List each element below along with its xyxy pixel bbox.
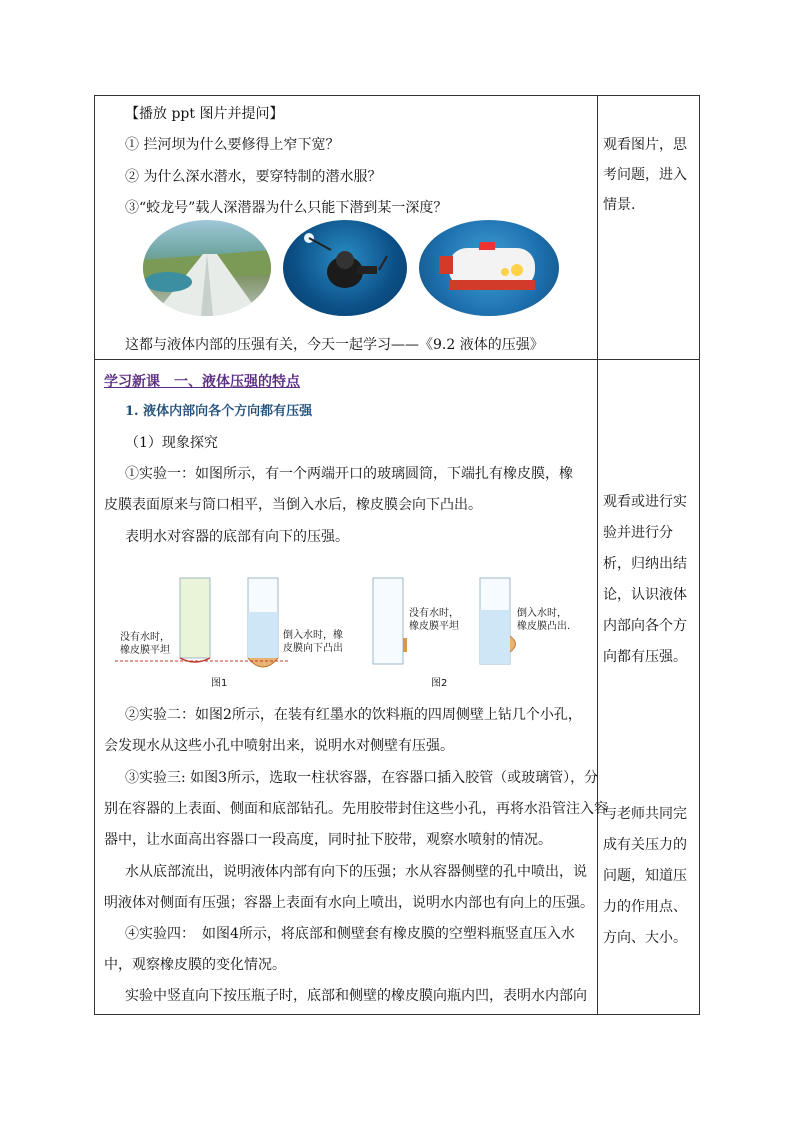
fig1-label-right-1: 倒入水时，橡 [283, 630, 343, 641]
figure-2 [365, 574, 585, 690]
side2-line: 力的作用点、 [603, 899, 687, 915]
student-activity-1-text: 观看图片，思考问题，进入情景. [603, 137, 687, 213]
fig2-label-left-1: 没有水时， [409, 608, 459, 619]
intro-conclusion: 这都与液体内部的压强有关，今天一起学习——《9.2 液体的压强》 [125, 337, 544, 353]
figure-1 [115, 574, 355, 690]
question-1: ① 拦河坝为什么要修得上窄下宽？ [125, 137, 340, 153]
fig2-label-right-2: 橡皮膜凸出. [517, 621, 571, 632]
side2-line: 成有关压力的 [603, 837, 687, 853]
fig1-caption: 图1 [211, 678, 228, 689]
exp4-line1: ④实验四： 如图4所示，将底部和侧壁套有橡皮膜的空塑料瓶竖直压入水 [125, 926, 575, 942]
side1-line: 论，认识液体 [603, 587, 687, 603]
side2-line: 与老师共同完 [603, 806, 687, 822]
side2-line: 问题，知道压 [603, 868, 687, 884]
exp2-line2: 会发现水从这些小孔中喷射出来，说明水对侧壁有压强。 [104, 738, 454, 754]
student-activity-1 [603, 130, 695, 220]
lesson-table [94, 95, 700, 1015]
phenomenon-heading: （1）现象探究 [125, 435, 218, 451]
side1-line: 验并进行分 [603, 525, 673, 541]
side2-line: 方向、大小。 [603, 930, 687, 946]
submersible-image [419, 220, 559, 316]
subsection-title: 1. 液体内部向各个方向都有压强 [125, 404, 313, 419]
fig2-label-right-1: 倒入水时， [517, 608, 567, 619]
fig2-caption: 图2 [431, 678, 448, 689]
exp3-line3: 器中，让水面高出容器口一段高度，同时扯下胶带，观察水喷射的情况。 [104, 832, 552, 848]
dam-image [143, 220, 271, 316]
fig1-label-left-1: 没有水时， [120, 632, 170, 643]
diver-image [283, 220, 407, 316]
side1-line: 观看或进行实 [603, 494, 687, 510]
exp3-result1: 水从底部流出，说明液体内部有向下的压强；水从容器侧壁的孔中喷出，说 [125, 864, 587, 880]
row1-heading: 【播放 ppt 图片并提问】 [125, 106, 284, 122]
question-3: ③“蛟龙号”载人深潜器为什么只能下潜到某一深度？ [125, 200, 448, 216]
exp2-line1: ②实验二：如图2所示，在装有红墨水的饮料瓶的四周侧壁上钻几个小孔， [125, 707, 582, 723]
student-activity-3 [603, 799, 695, 954]
exp3-result2: 明液体对侧面有压强；容器上表面有水向上喷出，说明水内部也有向上的压强。 [104, 895, 594, 911]
section-title: 学习新课 一、液体压强的特点 [104, 374, 300, 390]
exp4-line2: 中，观察橡皮膜的变化情况。 [104, 957, 286, 973]
exp3-line1: ③实验三: 如图3所示，选取一柱状容器，在容器口插入胶管（或玻璃管），分 [125, 770, 599, 786]
fig1-label-left-2: 橡皮膜平坦 [120, 645, 170, 656]
exp1-line1: ①实验一：如图所示，有一个两端开口的玻璃圆筒，下端扎有橡皮膜，橡 [125, 466, 573, 482]
side1-line: 向都有压强。 [603, 649, 687, 665]
question-2: ② 为什么深水潜水，要穿特制的潜水服？ [125, 169, 382, 185]
student-activity-2 [603, 487, 695, 673]
column-divider [597, 96, 598, 1014]
exp3-line2: 别在容器的上表面、侧面和底部钻孔。先用胶带封住这些小孔，再将水沿管注入容 [104, 801, 608, 817]
side1-line: 内部向各个方 [603, 618, 687, 634]
fig1-label-right-2: 皮膜向下凸出 [283, 643, 343, 654]
exp4-result1: 实验中竖直向下按压瓶子时，底部和侧壁的橡皮膜向瓶内凹，表明水内部向 [125, 988, 587, 1004]
side1-line: 析，归纳出结 [603, 556, 687, 572]
row-divider [95, 359, 699, 360]
exp1-line2: 皮膜表面原来与筒口相平，当倒入水后，橡皮膜会向下凸出。 [104, 497, 482, 513]
fig2-label-left-2: 橡皮膜平坦 [409, 621, 459, 632]
exp1-result: 表明水对容器的底部有向下的压强。 [125, 529, 349, 545]
